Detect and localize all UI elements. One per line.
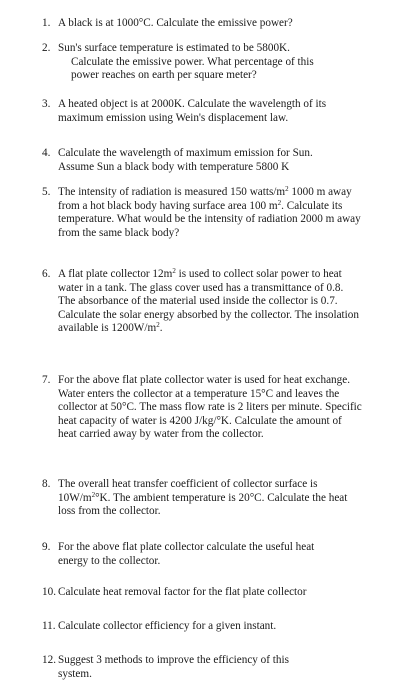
question-text: A flat plate collector $12m^2$ is used to collect solar power to heat water in a tank. The glass cover used has a transmittance of 0.8. The absorbance of the material used inside the collector is 0.7. Calculate the solar energy absorbed by the collector. The insolation available is $1200W/m^2$.: [58, 267, 359, 334]
question-text-line: Calculate the emissive power. What percentage of this: [71, 55, 314, 68]
question-text: A black is at 1000°C. Calculate the emissive power?: [58, 17, 293, 29]
question-number: 6.: [42, 268, 51, 280]
question-12: [42, 654, 362, 681]
question-7: [42, 374, 362, 442]
question-text-line: Suggest 3 methods to improve the efficiency of this: [58, 654, 289, 666]
question-text-line: maximum emission using Wein's displacement law.: [58, 111, 289, 124]
question-number: 3.: [42, 98, 51, 110]
question-number: 12.: [42, 654, 56, 666]
question-6: [42, 267, 362, 336]
question-5: [42, 185, 362, 240]
question-text-line: A heated object is at 2000K. Calculate the wavelength of its: [58, 98, 327, 110]
question-text-line: system.: [58, 667, 92, 680]
question-text: Calculate heat removal factor for the flat plate collector: [58, 586, 307, 598]
question-9: [42, 541, 362, 568]
question-text-line: Sun's surface temperature is estimated to be 5800K.: [58, 42, 290, 54]
question-text-line: Assume Sun a black body with temperature 5800 K: [58, 160, 290, 173]
question-number: 11.: [42, 620, 56, 632]
question-11: [42, 620, 362, 634]
question-text-line: energy to the collector.: [58, 554, 161, 567]
question-10: [42, 586, 362, 600]
question-number: 4.: [42, 147, 51, 159]
question-number: 5.: [42, 186, 51, 198]
question-4: [42, 147, 362, 174]
question-text: Calculate collector efficiency for a given instant.: [58, 620, 277, 632]
question-text-line: Calculate the wavelength of maximum emission for Sun.: [58, 147, 313, 159]
question-8: [42, 478, 362, 519]
question-text-line: For the above flat plate collector calculate the useful heat: [58, 541, 315, 553]
question-text: The overall heat transfer coefficient of collector surface is $10W/m^2^\circ K$. The ambient temperature is 20°C. Calculate the heat loss from the collector.: [58, 478, 348, 517]
question-1: [42, 17, 362, 31]
question-3: [42, 98, 362, 125]
question-text: For the above flat plate collector water is used for heat exchange. Water enters the collector at a temperature 15°C and leaves the collector at 50°C. The mass flow rate is 2 liters per minute. Specific heat capacity of water is 4200 J/kg/°K. Calculate the amount of heat carried away by water from the collector.: [58, 374, 362, 440]
question-text: The intensity of radiation is measured 150 watts/$m^2$ 1000 m away from a hot black body having surface area 100 $m^2$. Calculate its temperature. What would be the intensity of radiation 2000 m away from the same black body?: [58, 185, 361, 239]
question-number: 8.: [42, 478, 51, 490]
question-2: [42, 42, 362, 83]
question-number: 9.: [42, 541, 51, 553]
question-text-line: power reaches on earth per square meter?: [71, 69, 257, 81]
question-number: 10.: [42, 586, 56, 598]
question-number: 7.: [42, 374, 51, 386]
question-number: 2.: [42, 42, 51, 54]
question-number: 1.: [42, 17, 51, 29]
